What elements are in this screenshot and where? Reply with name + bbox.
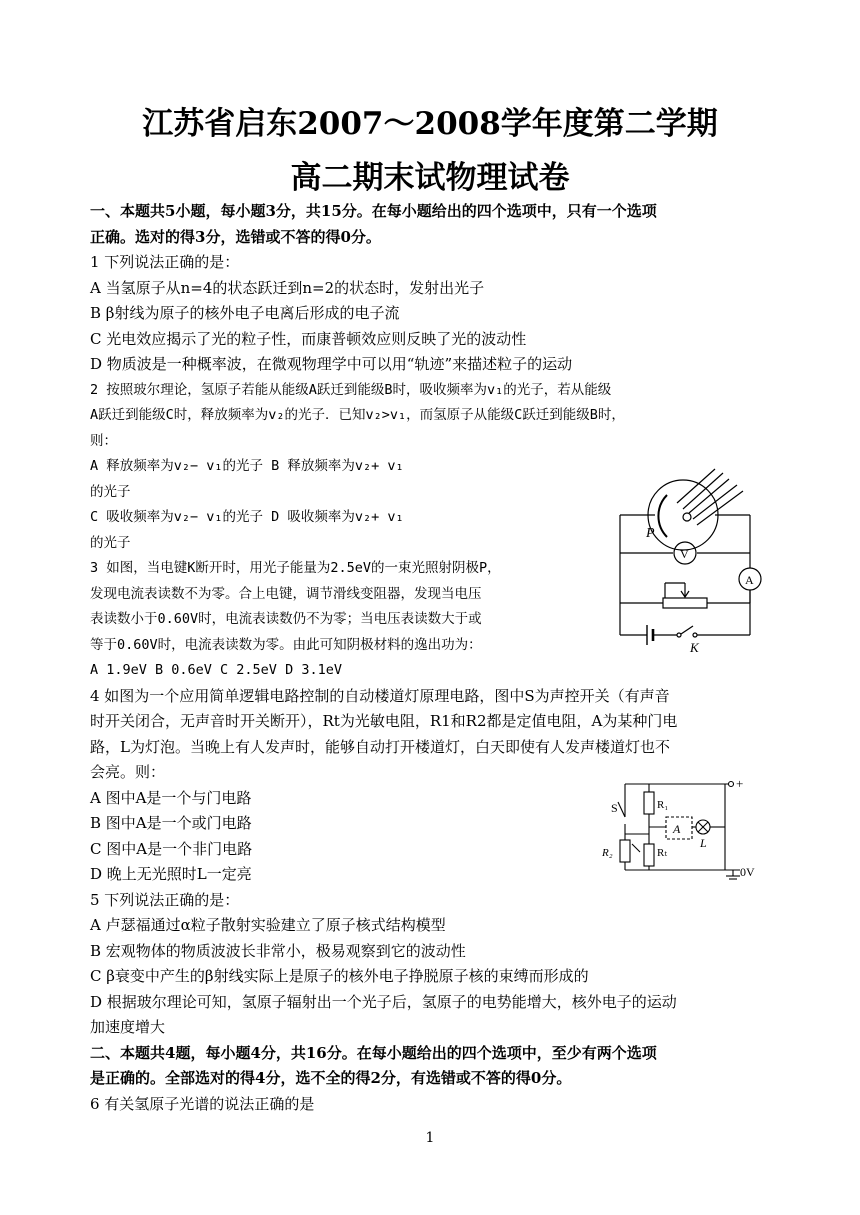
text-line: 二、本题共4题，每小题4分，共16分。在每小题给出的四个选项中，至少有两个选项 (90, 1043, 657, 1062)
text-line: B 图中A是一个或门电路 (90, 814, 252, 832)
text-line: A 卢瑟福通过α粒子散射实验建立了原子核式结构模型 (90, 916, 446, 934)
text-line: A跃迁到能级C时，释放频率为v₂的光子．已知v₂>v₁，而氢原子从能级C跃迁到能级B时， (90, 407, 625, 423)
text-line: 加速度增大 (90, 1018, 166, 1036)
page-number: 1 (425, 1130, 435, 1146)
photoelectric-circuit-figure (615, 455, 775, 655)
text-line: 是正确的。全部选对的得4分，选不全的得2分，有选错或不答的得0分。 (90, 1069, 572, 1087)
text-line: 等于0.60V时，电流表读数为零。由此可知阴极材料的逸出功为： (90, 636, 482, 653)
text-line: 1 下列说法正确的是： (90, 253, 240, 271)
text-line: C 吸收频率为v₂− v₁的光子 D 吸收频率为v₂+ v₁ (90, 509, 404, 525)
text-line: B β射线为原子的核外电子电离后形成的电子流 (90, 304, 400, 322)
text-line: D 物质波是一种概率波，在微观物理学中可以用“轨迹”来描述粒子的运动 (90, 355, 573, 373)
text-line: C 图中A是一个非门电路 (90, 839, 253, 858)
fig1-label-a: A (745, 573, 754, 587)
text-line: 6 有关氢原子光谱的说法正确的是 (90, 1094, 315, 1113)
text-line: 会亮。则： (90, 763, 166, 781)
title-line-1: 江苏省启东2007～2008学年度第二学期 (142, 106, 718, 142)
fig1-label-p: P (646, 526, 655, 541)
text-line: 3 如图，当电键K断开时，用光子能量为2.5eV的一束光照射阴极P， (90, 560, 501, 576)
fig1-label-k: K (690, 640, 699, 655)
fig2-label-r1: R₁ (657, 799, 669, 811)
text-line: C 光电效应揭示了光的粒子性，而康普顿效应则反映了光的波动性 (90, 329, 527, 348)
text-line: A 当氢原子从n=4的状态跃迁到n=2的状态时，发射出光子 (90, 278, 485, 297)
text-line: 路，L为灯泡。当晚上有人发声时，能够自动打开楼道灯，白天即使有人发声楼道灯也不 (90, 737, 670, 756)
fig2-label-plus: + (736, 776, 744, 791)
text-line: 则： (90, 432, 117, 449)
text-line: 2 按照玻尔理论，氢原子若能从能级A跃迁到能级B时，吸收频率为v₁的光子，若从能级 (90, 381, 612, 398)
logic-circuit-figure (600, 772, 770, 892)
fig2-label-l: L (700, 836, 707, 850)
text-line: D 根据玻尔理论可知，氢原子辐射出一个光子后，氢原子的电势能增大，核外电子的运动 (90, 992, 677, 1011)
text-line: 的光子 (90, 483, 131, 500)
fig2-label-0v: 0V (740, 865, 755, 879)
text-line: 的光子 (90, 534, 131, 551)
fig2-label-s: S (611, 801, 618, 815)
text-line: 5 下列说法正确的是： (90, 890, 240, 909)
text-line: A 释放频率为v₂− v₁的光子 B 释放频率为v₂+ v₁ (90, 458, 404, 474)
text-line: A 1.9eV B 0.6eV C 2.5eV D 3.1eV (90, 662, 342, 678)
text-line: 表读数小于0.60V时，电流表读数仍不为零；当电压表读数大于或 (90, 611, 482, 627)
text-line: A 图中A是一个与门电路 (90, 788, 252, 807)
fig2-label-rt: Rₜ (657, 847, 668, 859)
title-line-2: 高二期末试物理试卷 (290, 160, 570, 196)
fig2-label-r2: R₂ (602, 847, 613, 859)
text-line: D 晚上无光照时L一定亮 (90, 865, 252, 883)
text-line: B 宏观物体的物质波波长非常小，极易观察到它的波动性 (90, 941, 466, 960)
text-line: 正确。选对的得3分，选错或不答的得0分。 (90, 227, 381, 246)
text-line: 4 如图为一个应用简单逻辑电路控制的自动楼道灯原理电路，图中S为声控开关（有声音 (90, 686, 670, 705)
fig2-label-a: A (673, 822, 681, 836)
fig1-label-v: V (680, 547, 689, 561)
text-line: 时开关闭合，无声音时开关断开），Rt为光敏电阻，R1和R2都是定值电阻，A为某种门电 (90, 712, 678, 730)
text-line: 一、本题共5小题，每小题3分，共15分。在每小题给出的四个选项中，只有一个选项 (90, 202, 657, 220)
text-line: C β衰变中产生的β射线实际上是原子的核外电子挣脱原子核的束缚而形成的 (90, 967, 589, 985)
text-line: 发现电流表读数不为零。合上电键，调节滑线变阻器，发现当电压 (90, 585, 482, 602)
